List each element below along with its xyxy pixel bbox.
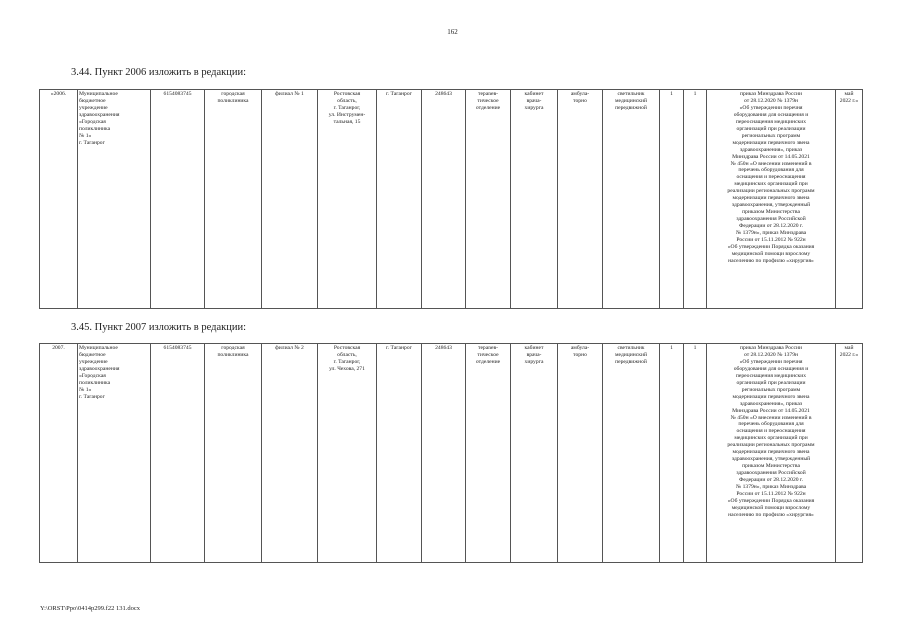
cell-treatment: амбула- торно bbox=[558, 344, 603, 563]
cell-equipment: светильник медицинский передвижной bbox=[603, 90, 660, 309]
file-path-footer: Y:\ORST\Ppo\0414p299.f22 131.docx bbox=[40, 605, 140, 612]
cell-institution: Муниципальное бюджетное учреждение здравоохранения «Городская поликлиника № 1» г. Таганрог bbox=[78, 90, 151, 309]
cell-equipment: светильник медицинский передвижной bbox=[603, 344, 660, 563]
cell-room: кабинет врача- хирурга bbox=[511, 344, 558, 563]
page-number: 162 bbox=[447, 28, 458, 36]
cell-qty2: 1 bbox=[684, 90, 707, 309]
cell-city: г. Таганрог bbox=[377, 90, 422, 309]
cell-branch: филиал № 2 bbox=[262, 344, 318, 563]
section-heading-1: 3.44. Пункт 2006 изложить в редакции: bbox=[71, 67, 246, 78]
cell-branch: филиал № 1 bbox=[262, 90, 318, 309]
cell-room: кабинет врача- хирурга bbox=[511, 90, 558, 309]
cell-qty1: 1 bbox=[660, 344, 684, 563]
cell-num: «2006. bbox=[40, 90, 78, 309]
cell-date: май 2022 г.» bbox=[836, 90, 863, 309]
cell-department: тераnев- тическое отделение bbox=[466, 90, 511, 309]
cell-address: Ростовская область, г. Таганрог, ул. Чехова, 271 bbox=[318, 344, 377, 563]
cell-code: 248643 bbox=[422, 344, 466, 563]
cell-treatment: амбула- торно bbox=[558, 90, 603, 309]
cell-inn: 6154083745 bbox=[151, 344, 205, 563]
cell-qty2: 1 bbox=[684, 344, 707, 563]
cell-qty1: 1 bbox=[660, 90, 684, 309]
equipment-table-2 bbox=[39, 343, 863, 563]
cell-num: 2007. bbox=[40, 344, 78, 563]
cell-department: тераnев- тическое отделение bbox=[466, 344, 511, 563]
cell-address: Ростовская область, г. Таганрог, ул. Инструмен- тальная, 15 bbox=[318, 90, 377, 309]
cell-basis: приказ Минздрава России от 28.12.2020 № 1379н «Об утверждении перечня оборудования для оснащения и переоснащения медицинских организаций при реализации региональных программ модернизации первичного звена здравоохранения», приказ Минздрава России от 14.05.2021 № 450н «О внесении изменений в перечень оборудования для оснащения и переоснащения медицинских организаций при реализации региональных программ модернизации первичного звена здравоохранения, утвержденный приказом Министерства здравоохранения Российской Федерации от 28.12.2020 г. № 1379н», приказ Минздрава России от 15.11.2012 № 922н «Об утверждении Порядка оказания медицинской помощи взрослому населению по профилю «хирургия» bbox=[707, 90, 836, 309]
cell-inn: 6154083745 bbox=[151, 90, 205, 309]
cell-code: 248643 bbox=[422, 90, 466, 309]
cell-basis: приказ Минздрава России от 28.12.2020 № 1379н «Об утверждении перечня оборудования для оснащения и переоснащения медицинских организаций при реализации региональных программ модернизации первичного звена здравоохранения», приказ Минздрава России от 14.05.2021 № 450н «О внесении изменений в перечень оборудования для оснащения и переоснащения медицинских организаций при реализации региональных программ модернизации первичного звена здравоохранения, утвержденный приказом Министерства здравоохранения Российской Федерации от 28.12.2020 г. № 1379н», приказ Минздрава России от 15.11.2012 № 922н «Об утверждении Порядка оказания медицинской помощи взрослому населению по профилю «хирургия» bbox=[707, 344, 836, 563]
section-heading-2: 3.45. Пункт 2007 изложить в редакции: bbox=[71, 322, 246, 333]
equipment-table-1 bbox=[39, 89, 863, 309]
cell-type: городская поликлиника bbox=[205, 90, 262, 309]
cell-institution: Муниципальное бюджетное учреждение здравоохранения «Городская поликлиника № 1» г. Таганрог bbox=[78, 344, 151, 563]
cell-date: май 2022 г.» bbox=[836, 344, 863, 563]
cell-city: г. Таганрог bbox=[377, 344, 422, 563]
table-row bbox=[40, 90, 863, 309]
cell-type: городская поликлиника bbox=[205, 344, 262, 563]
table-row bbox=[40, 344, 863, 563]
